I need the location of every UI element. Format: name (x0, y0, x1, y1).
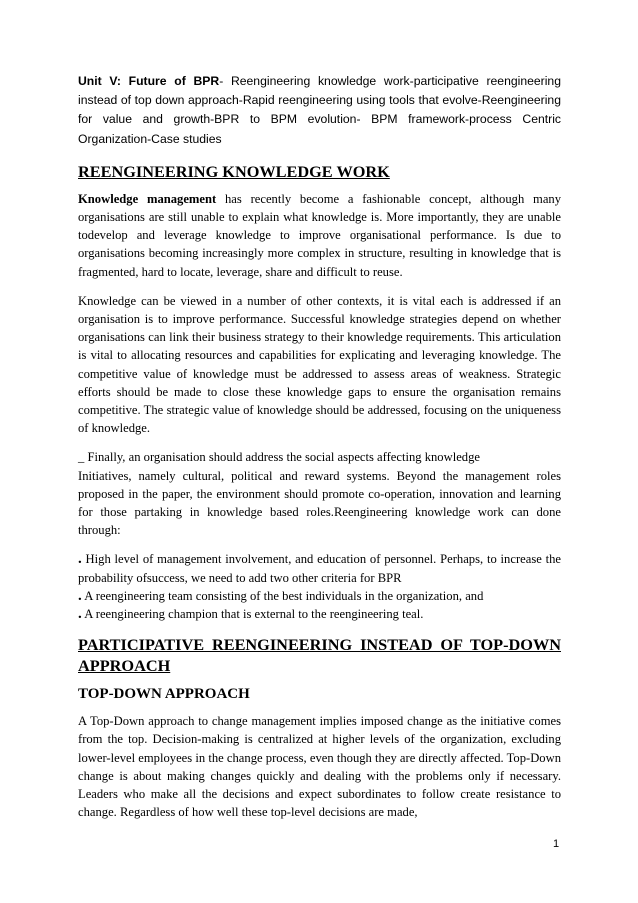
subheading-top-down-approach: TOP-DOWN APPROACH (78, 686, 250, 703)
page-number: 1 (553, 838, 560, 850)
list-item (78, 587, 561, 605)
paragraph-line: _ Finally, an organisation should address the social aspects affecting knowledge (78, 450, 480, 465)
paragraph-knowledge-management (78, 190, 561, 281)
unit-intro (78, 72, 561, 149)
list-item-text: A reengineering champion that is external to the reengineering teal. (81, 607, 424, 622)
list-item-text: High level of management involvement, and education of personnel. Perhaps, to increase the probability ofsuccess, we need to add two other criteria for BPR (78, 552, 561, 585)
page-content (78, 72, 561, 833)
section-heading-participative-line2: APPROACH (78, 656, 171, 676)
unit-title: Unit V: Future of BPR (78, 74, 220, 88)
section-heading-participative-line1: PARTICIPATIVE REENGINEERING INSTEAD OF TOP-DOWN (78, 635, 561, 655)
paragraph-top-down: A Top-Down approach to change management implies imposed change as the initiative comes from the top. Decision-making is centralized at higher levels of the organization, excluding lower-level employees in the change process, even though they are directly affected. Top-Down change is about making changes quickly and dealing with the problems only if necessary. Leaders who make all the decisions and expect subordinates to follow create resistance to change. Regardless of how well these top-level decisions are made, (78, 714, 561, 820)
list-item (78, 550, 561, 586)
paragraph-text: has recently become a fashionable concept, although many organisations are still unable to explain what knowledge is. More importantly, they are unable todevelop and leverage knowledge to improve organisational performance. Is due to organisations becoming increasingly more complex in structure, resulting in knowledge that is fragmented, hard to locate, leverage, share and difficult to reuse. (78, 191, 562, 279)
paragraph-text: Initiatives, namely cultural, political and reward systems. Beyond the management roles proposed in the paper, the environment should promote co-operation, innovation and learning for those partaking in knowledge based roles.Reengineering knowledge work can done through: (78, 468, 561, 538)
list-item-text: A reengineering team consisting of the best individuals in the organization, and (81, 588, 484, 603)
paragraph-social-aspects (78, 448, 561, 539)
term-knowledge-management: Knowledge management (78, 191, 217, 206)
paragraph-knowledge-contexts: Knowledge can be viewed in a number of other contexts, it is vital each is addressed if an organisation is to improve performance. Successful knowledge strategies depend on whether organisations can link their business strategy to their knowledge requirements. This articulation is vital to allocating resources and capabilities for explicating and leveraging knowledge. The competitive value of knowledge must be addressed to assess areas of weakness. Strategic efforts should be made to close these knowledge gaps to ensure the organisation remains competitive. The strategic value of knowledge should be addressed, focusing on the uniqueness of knowledge. (78, 293, 561, 436)
unit-topics: - Reengineering knowledge work-participative reengineering instead of top down approach-Rapid reengineering using tools that evolve-Reengineering for value and growth-BPR to BPM evolution- BPM framework-process Centric Organization-Case studies (78, 74, 561, 146)
bullet-marker: . (78, 551, 82, 568)
bullet-marker: . (78, 587, 82, 604)
section-heading-knowledge-work: REENGINEERING KNOWLEDGE WORK (78, 161, 390, 181)
bullet-marker: . (78, 606, 82, 623)
list-item (78, 605, 561, 623)
